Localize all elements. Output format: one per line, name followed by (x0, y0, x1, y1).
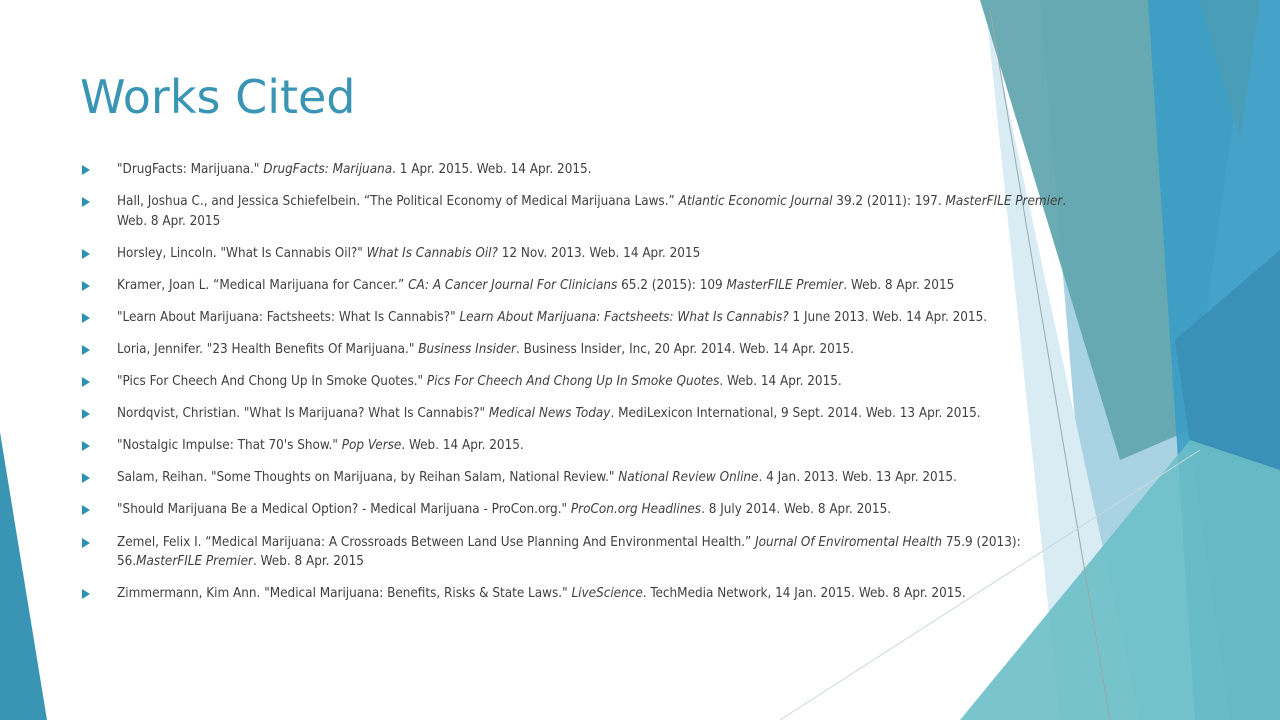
slide-title: Works Cited (80, 70, 356, 124)
reference-text: . 4 Jan. 2013. Web. 13 Apr. 2015. (758, 470, 957, 486)
works-cited-list (80, 160, 1070, 616)
reference-item (80, 436, 1070, 456)
reference-item (80, 404, 1070, 424)
reference-item (80, 244, 1070, 264)
triangle-bullet-icon (82, 281, 90, 291)
reference-source-title: Journal Of Enviromental Health (755, 534, 943, 550)
reference-text: . Web. 8 Apr. 2015 (117, 194, 1067, 229)
reference-text: . Web. 8 Apr. 2015 (843, 277, 955, 293)
reference-text: . MediLexicon International, 9 Sept. 2014. Web. 13 Apr. 2015. (610, 406, 981, 422)
reference-text: 1 June 2013. Web. 14 Apr. 2015. (788, 309, 988, 325)
triangle-bullet-icon (82, 409, 90, 419)
reference-source-title: Learn About Marijuana: Factsheets: What Is Cannabis? (459, 309, 789, 325)
reference-text: Nordqvist, Christian. "What Is Marijuana? What Is Cannabis?" (117, 406, 489, 422)
reference-item (80, 533, 1070, 572)
reference-text: Hall, Joshua C., and Jessica Schiefelbein. “The Political Economy of Medical Marijuana Laws.” (117, 194, 679, 210)
reference-text: . Web. 14 Apr. 2015. (401, 438, 524, 454)
reference-text: 12 Nov. 2013. Web. 14 Apr. 2015 (497, 245, 701, 261)
reference-text: "Learn About Marijuana: Factsheets: What Is Cannabis?" (117, 309, 460, 325)
reference-source-title: Atlantic Economic Journal (678, 194, 833, 210)
reference-text: "Nostalgic Impulse: That 70's Show." (117, 438, 342, 454)
reference-text: Zimmermann, Kim Ann. "Medical Marijuana: Benefits, Risks & State Laws." (117, 586, 572, 602)
reference-source-title: CA: A Cancer Journal For Clinicians (408, 277, 618, 293)
reference-text: 75.9 (2013): 56. (117, 534, 1021, 570)
reference-text: . Business Insider, Inc, 20 Apr. 2014. Web. 14 Apr. 2015. (516, 341, 854, 357)
reference-source-title: Pics For Cheech And Chong Up In Smoke Quotes (426, 374, 720, 390)
reference-text: "Should Marijuana Be a Medical Option? - Medical Marijuana - ProCon.org." (117, 502, 571, 518)
reference-item (80, 468, 1070, 488)
reference-source-title: MasterFILE Premier (945, 194, 1063, 210)
reference-source-title: MasterFILE Premier (726, 277, 844, 293)
reference-source-title: MasterFILE Premier (136, 554, 253, 570)
reference-text: . Web. 8 Apr. 2015 (253, 554, 364, 570)
triangle-bullet-icon (82, 505, 90, 515)
reference-source-title: Medical News Today (488, 406, 611, 422)
triangle-bullet-icon (82, 165, 90, 175)
reference-source-title: Business Insider (418, 341, 516, 357)
reference-item (80, 276, 1070, 296)
reference-item (80, 308, 1070, 328)
triangle-bullet-icon (82, 249, 90, 259)
reference-text: Salam, Reihan. "Some Thoughts on Marijuana, by Reihan Salam, National Review." (117, 470, 619, 486)
reference-source-title: Pop Verse (341, 438, 402, 454)
reference-item (80, 584, 1070, 604)
triangle-bullet-icon (82, 345, 90, 355)
reference-text: 65.2 (2015): 109 (617, 277, 727, 293)
triangle-bullet-icon (82, 473, 90, 483)
triangle-bullet-icon (82, 589, 90, 599)
reference-source-title: What Is Cannabis Oil? (366, 245, 498, 261)
reference-text: . Web. 14 Apr. 2015. (719, 374, 842, 390)
reference-item (80, 160, 1070, 180)
reference-source-title: DrugFacts: Marijuana (263, 162, 393, 177)
reference-text: "Pics For Cheech And Chong Up In Smoke Quotes." (117, 374, 427, 390)
left-accent-shape (0, 432, 47, 720)
reference-text: 39.2 (2011): 197. (832, 194, 946, 210)
reference-text: "DrugFacts: Marijuana." (117, 162, 264, 177)
triangle-bullet-icon (82, 313, 90, 323)
reference-item (80, 192, 1070, 231)
triangle-bullet-icon (82, 538, 90, 548)
reference-source-title: ProCon.org Headlines (570, 502, 702, 518)
triangle-bullet-icon (82, 441, 90, 451)
reference-text: . TechMedia Network, 14 Jan. 2015. Web. 8 Apr. 2015. (642, 586, 966, 602)
reference-text: . 1 Apr. 2015. Web. 14 Apr. 2015. (392, 162, 592, 177)
reference-item (80, 500, 1070, 520)
reference-text: Kramer, Joan L. “Medical Marijuana for Cancer.” (117, 277, 409, 293)
reference-text: Horsley, Lincoln. "What Is Cannabis Oil?" (117, 245, 367, 261)
reference-text: . 8 July 2014. Web. 8 Apr. 2015. (701, 502, 892, 518)
reference-source-title: LiveScience (571, 586, 643, 602)
triangle-bullet-icon (82, 197, 90, 207)
triangle-bullet-icon (82, 377, 90, 387)
reference-item (80, 372, 1070, 392)
reference-source-title: National Review Online (618, 470, 759, 486)
reference-text: Zemel, Felix I. “Medical Marijuana: A Crossroads Between Land Use Planning And Environmental Health.” (117, 534, 756, 550)
reference-text: Loria, Jennifer. "23 Health Benefits Of Marijuana." (117, 341, 419, 357)
reference-item (80, 340, 1070, 360)
